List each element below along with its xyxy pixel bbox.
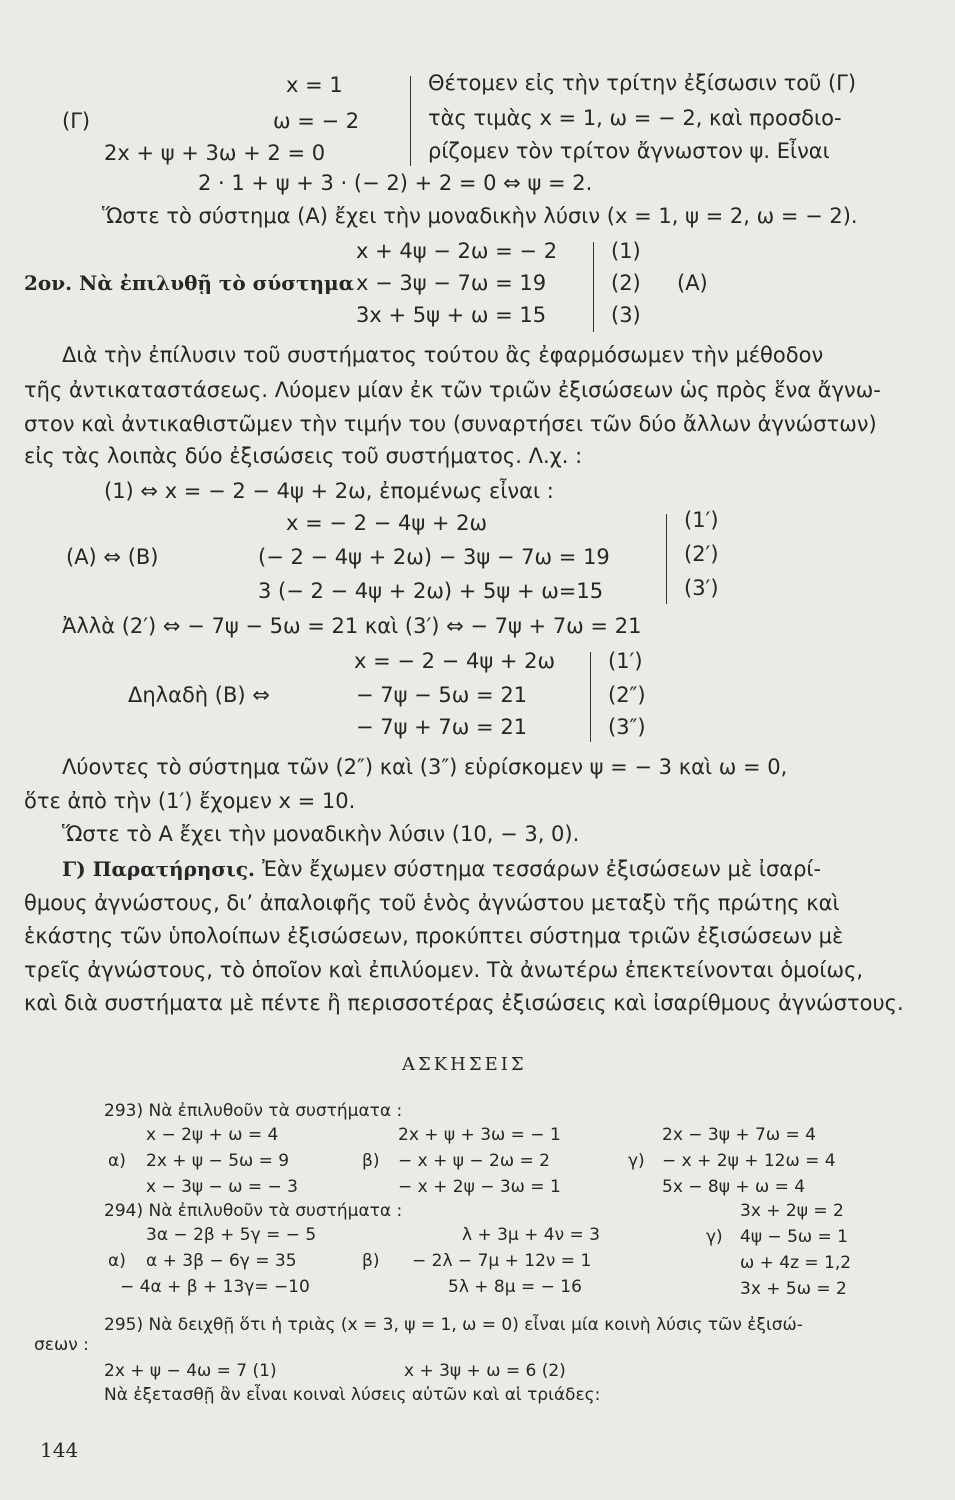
equation: 3 (− 2 − 4ψ + 2ω) + 5ψ + ω=15 — [258, 579, 604, 603]
paragraph-line: τῆς ἀντικαταστάσεως. Λύομεν μίαν ἐκ τῶν τριῶν ἐξισώσεων ὡς πρὸς ἕνα ἄγνω- — [24, 378, 881, 402]
text-line: Ὥστε τὸ σύστημα (Α) ἔχει τὴν μοναδικὴν λύσιν (x = 1, ψ = 2, ω = − 2). — [102, 204, 858, 228]
exercises-title: ΑΣΚΗΣΕΙΣ — [402, 1054, 527, 1075]
item-label: γ) — [628, 1151, 645, 1171]
example-heading: 2ον. Νὰ ἐπιλυθῇ τὸ σύστημα — [24, 271, 355, 295]
paragraph-line: εἰς τὰς λοιπὰς δύο ἐξισώσεις τοῦ συστήματος. Λ.χ. : — [24, 444, 583, 468]
paragraph-line: στον καὶ ἀντικαθιστῶμεν τὴν τιμήν του (συναρτήσει τῶν δύο ἄλλων ἀγνώστων) — [24, 412, 877, 436]
equation: 2x + ψ − 5ω = 9 — [146, 1151, 290, 1171]
item-label: α) — [108, 1251, 126, 1271]
equation: 3x + 5ω = 2 — [740, 1279, 847, 1299]
paragraph-line: τρεῖς ἀγνώστους, τὸ ὁποῖον καὶ ἐπιλύομεν. Τὰ ἀνωτέρω ἐπεκτείνονται ὁμοίως, — [24, 958, 864, 982]
paragraph-line: καὶ διὰ συστήματα μὲ πέντε ἢ περισσοτέρας ἐξισώσεις καὶ ἰσαρίθμους ἀγνώστους. — [24, 991, 904, 1015]
equation: − x + 2ψ + 12ω = 4 — [662, 1151, 836, 1171]
brace — [666, 514, 667, 604]
equation-tag: (3′) — [684, 576, 719, 600]
derivation-step: Ἀλλὰ (2′) ⇔ − 7ψ − 5ω = 21 καὶ (3′) ⇔ − 7ψ + 7ω = 21 — [62, 614, 642, 638]
brace — [410, 76, 411, 166]
text-line: σεων : — [34, 1335, 89, 1355]
paragraph-line: θμους ἀγνώστους, δι’ ἀπαλοιφῆς τοῦ ἑνὸς ἀγνώστου μεταξὺ τῆς πρώτης καὶ — [24, 891, 840, 915]
equation: x − 3ψ − ω = − 3 — [146, 1177, 298, 1197]
system-label: (A) — [677, 271, 708, 295]
exercise-label: 295) Νὰ δειχθῇ ὅτι ἡ τριὰς (x = 3, ψ = 1, ω = 0) εἶναι μία κοινὴ λύσις τῶν ἐξισώ- — [104, 1315, 803, 1335]
text-line: ρίζομεν τὸν τρίτον ἄγνωστον ψ. Εἶναι — [428, 139, 830, 163]
equation: − 7ψ − 5ω = 21 — [356, 683, 528, 707]
equation: x = 1 — [286, 73, 343, 97]
equation-tag: (1) — [611, 239, 641, 263]
equation: − x + 2ψ − 3ω = 1 — [398, 1177, 561, 1197]
equation: x − 2ψ + ω = 4 — [146, 1125, 279, 1145]
equation: − 4α + β + 13γ= −10 — [120, 1277, 310, 1297]
equation-tag: (3″) — [608, 715, 646, 739]
equation: 2x + ψ + 3ω = − 1 — [398, 1125, 561, 1145]
text-line: ὅτε ἀπὸ τὴν (1′) ἔχομεν x = 10. — [24, 789, 356, 813]
equation: 3α − 2β + 5γ = − 5 — [146, 1225, 317, 1245]
equation: 2x − 3ψ + 7ω = 4 — [662, 1125, 816, 1145]
exercise-label: 293) Νὰ ἐπιλυθοῦν τὰ συστήματα : — [104, 1101, 403, 1121]
page-number: 144 — [40, 1438, 79, 1462]
equation-tag: (3) — [611, 303, 641, 327]
item-label: β) — [362, 1251, 380, 1271]
equation: ω = − 2 — [273, 109, 360, 133]
equation: α + 3β − 6γ = 35 — [146, 1251, 297, 1271]
equation-tag: (2″) — [608, 683, 646, 707]
equation: 4ψ − 5ω = 1 — [740, 1227, 849, 1247]
equation: 5x − 8ψ + ω = 4 — [662, 1177, 806, 1197]
paragraph-line: ἑκάστης τῶν ὑπολοίπων ἐξισώσεων, προκύπτει σύστημα τριῶν ἐξισώσεων μὲ — [24, 924, 844, 948]
equivalence: (A) ⇔ (B) — [66, 545, 159, 569]
equation: 3x + 5ψ + ω = 15 — [356, 303, 547, 327]
remark-heading: Γ) Παρατήρησις. — [62, 857, 255, 881]
equation: λ + 3μ + 4ν = 3 — [462, 1225, 600, 1245]
derivation-step: (1) ⇔ x = − 2 − 4ψ + 2ω, ἐπομένως εἶναι : — [104, 479, 554, 503]
equation: x + 4ψ − 2ω = − 2 — [356, 239, 558, 263]
equation-tag: (1′) — [608, 649, 643, 673]
equation: − x + ψ − 2ω = 2 — [398, 1151, 550, 1171]
equation: x = − 2 − 4ψ + 2ω — [286, 511, 488, 535]
equation: x = − 2 − 4ψ + 2ω — [354, 649, 556, 673]
text-line: Θέτομεν εἰς τὴν τρίτην ἐξίσωσιν τοῦ (Γ) — [428, 71, 857, 95]
brace — [593, 242, 594, 332]
paragraph-line: Ἐὰν ἔχωμεν σύστημα τεσσάρων ἐξισώσεων μὲ ἰσαρί- — [262, 857, 822, 881]
item-label: α) — [108, 1151, 126, 1171]
equation-tag: (2) — [611, 271, 641, 295]
equation: x + 3ψ + ω = 6 (2) — [404, 1361, 566, 1381]
text-line: Λύοντες τὸ σύστημα τῶν (2″) καὶ (3″) εὑρίσκομεν ψ = − 3 καὶ ω = 0, — [62, 755, 788, 779]
exercise-label: 294) Νὰ ἐπιλυθοῦν τὰ συστήματα : — [104, 1201, 403, 1221]
system-label-g: (Γ) — [62, 109, 91, 133]
equivalence: Δηλαδὴ (B) ⇔ — [128, 683, 270, 707]
calculation: 2 · 1 + ψ + 3 · (− 2) + 2 = 0 ⇔ ψ = 2. — [198, 171, 593, 195]
equation: x − 3ψ − 7ω = 19 — [356, 271, 547, 295]
equation: ω + 4z = 1,2 — [740, 1253, 852, 1273]
equation-tag: (1′) — [684, 508, 719, 532]
text-line: Νὰ ἐξετασθῇ ἂν εἶναι κοιναὶ λύσεις αὐτῶν καὶ αἱ τριάδες: — [104, 1385, 601, 1405]
brace — [590, 652, 591, 742]
item-label: γ) — [706, 1227, 723, 1247]
equation: (− 2 − 4ψ + 2ω) − 3ψ − 7ω = 19 — [258, 545, 610, 569]
equation: 3x + 2ψ = 2 — [740, 1201, 844, 1221]
equation: − 7ψ + 7ω = 21 — [356, 715, 528, 739]
equation: 5λ + 8μ = − 16 — [448, 1277, 582, 1297]
item-label: β) — [362, 1151, 380, 1171]
equation: 2x + ψ − 4ω = 7 (1) — [104, 1361, 277, 1381]
text-line: Ὥστε τὸ A ἔχει τὴν μοναδικὴν λύσιν (10, − 3, 0). — [62, 822, 580, 846]
equation: − 2λ − 7μ + 12ν = 1 — [412, 1251, 592, 1271]
equation-tag: (2′) — [684, 542, 719, 566]
equation: 2x + ψ + 3ω + 2 = 0 — [104, 141, 326, 165]
paragraph-line: Διὰ τὴν ἐπίλυσιν τοῦ συστήματος τούτου ἂς ἐφαρμόσωμεν τὴν μέθοδον — [62, 343, 824, 367]
text-line: τὰς τιμὰς x = 1, ω = − 2, καὶ προσδιο- — [428, 106, 842, 130]
